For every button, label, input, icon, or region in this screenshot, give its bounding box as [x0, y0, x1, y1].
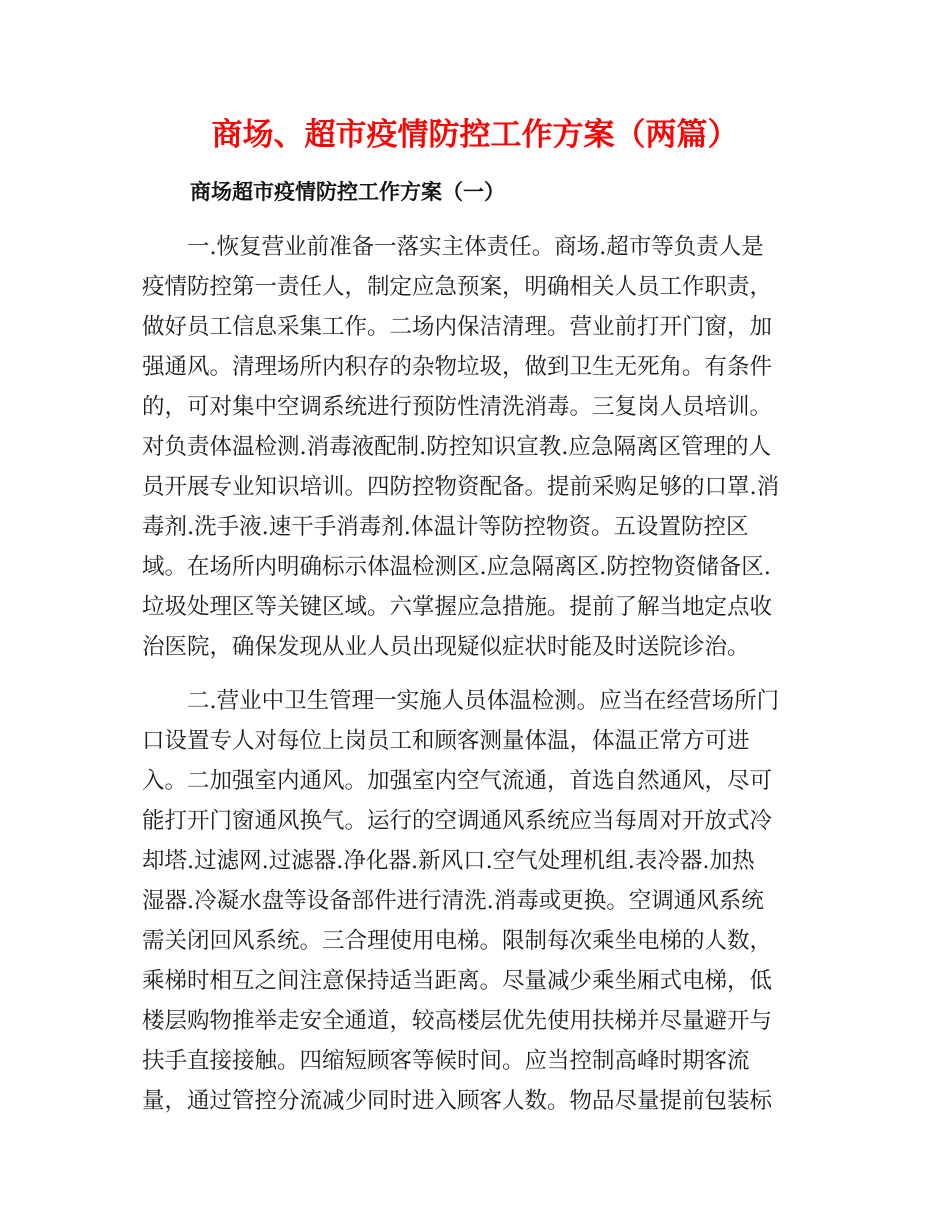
- paragraph-line: 强通风。清理场所内积存的杂物垃圾，做到卫生无死角。有条件: [142, 354, 773, 380]
- paragraph-line: 疫情防控第一责任人，制定应急预案，明确相关人员工作职责，: [142, 274, 773, 300]
- paragraph-line: 能打开门窗通风换气。运行的空调通风系统应当每周对开放式冷: [142, 808, 773, 834]
- paragraph-line: 域。在场所内明确标示体温检测区.应急隔离区.防控物资储备区.: [142, 554, 771, 580]
- paragraph-line: 入。二加强室内通风。加强室内空气流通，首选自然通风，尽可: [142, 768, 773, 794]
- paragraph-line: 需关闭回风系统。三合理使用电梯。限制每次乘坐电梯的人数，: [142, 928, 773, 954]
- paragraph-line: 扶手直接接触。四缩短顾客等候时间。应当控制高峰时期客流: [142, 1048, 750, 1074]
- paragraph-line: 做好员工信息采集工作。二场内保洁清理。营业前打开门窗，加: [142, 314, 773, 340]
- document-title: 商场、超市疫情防控工作方案（两篇）: [211, 117, 739, 153]
- paragraph-line: 量，通过管控分流减少同时进入顾客人数。物品尽量提前包装标: [142, 1088, 773, 1114]
- paragraph-line: 对负责体温检测.消毒液配制.防控知识宣教.应急隔离区管理的人: [142, 434, 771, 460]
- paragraph-line: 口设置专人对每位上岗员工和顾客测量体温，体温正常方可进: [142, 728, 750, 754]
- paragraph-line: 一.恢复营业前准备一落实主体责任。商场.超市等负责人是: [142, 234, 764, 260]
- paragraph-line: 乘梯时相互之间注意保持适当距离。尽量减少乘坐厢式电梯，低: [142, 968, 773, 994]
- paragraph-line: 毒剂.洗手液.速干手消毒剂.体温计等防控物资。五设置防控区: [142, 514, 749, 540]
- paragraph-line: 却塔.过滤网.过滤器.净化器.新风口.空气处理机组.表冷器.加热: [142, 848, 755, 874]
- paragraph-line: 的，可对集中空调系统进行预防性清洗消毒。三复岗人员培训。: [142, 394, 773, 420]
- paragraph-line: 治医院，确保发现从业人员出现疑似症状时能及时送院诊治。: [142, 634, 750, 660]
- paragraph-1: [142, 227, 804, 667]
- paragraph-2: [142, 681, 804, 1121]
- paragraph-line: 二.营业中卫生管理一实施人员体温检测。应当在经营场所门: [142, 688, 780, 714]
- paragraph-line: 楼层购物推举走安全通道，较高楼层优先使用扶梯并尽量避开与: [142, 1008, 773, 1034]
- paragraph-line: 员开展专业知识培训。四防控物资配备。提前采购足够的口罩.消: [142, 474, 780, 500]
- paragraph-line: 湿器.冷凝水盘等设备部件进行清洗.消毒或更换。空调通风系统: [142, 888, 764, 914]
- section-heading: 商场超市疫情防控工作方案（一）: [190, 180, 505, 204]
- paragraph-line: 垃圾处理区等关键区域。六掌握应急措施。提前了解当地定点收: [142, 594, 773, 620]
